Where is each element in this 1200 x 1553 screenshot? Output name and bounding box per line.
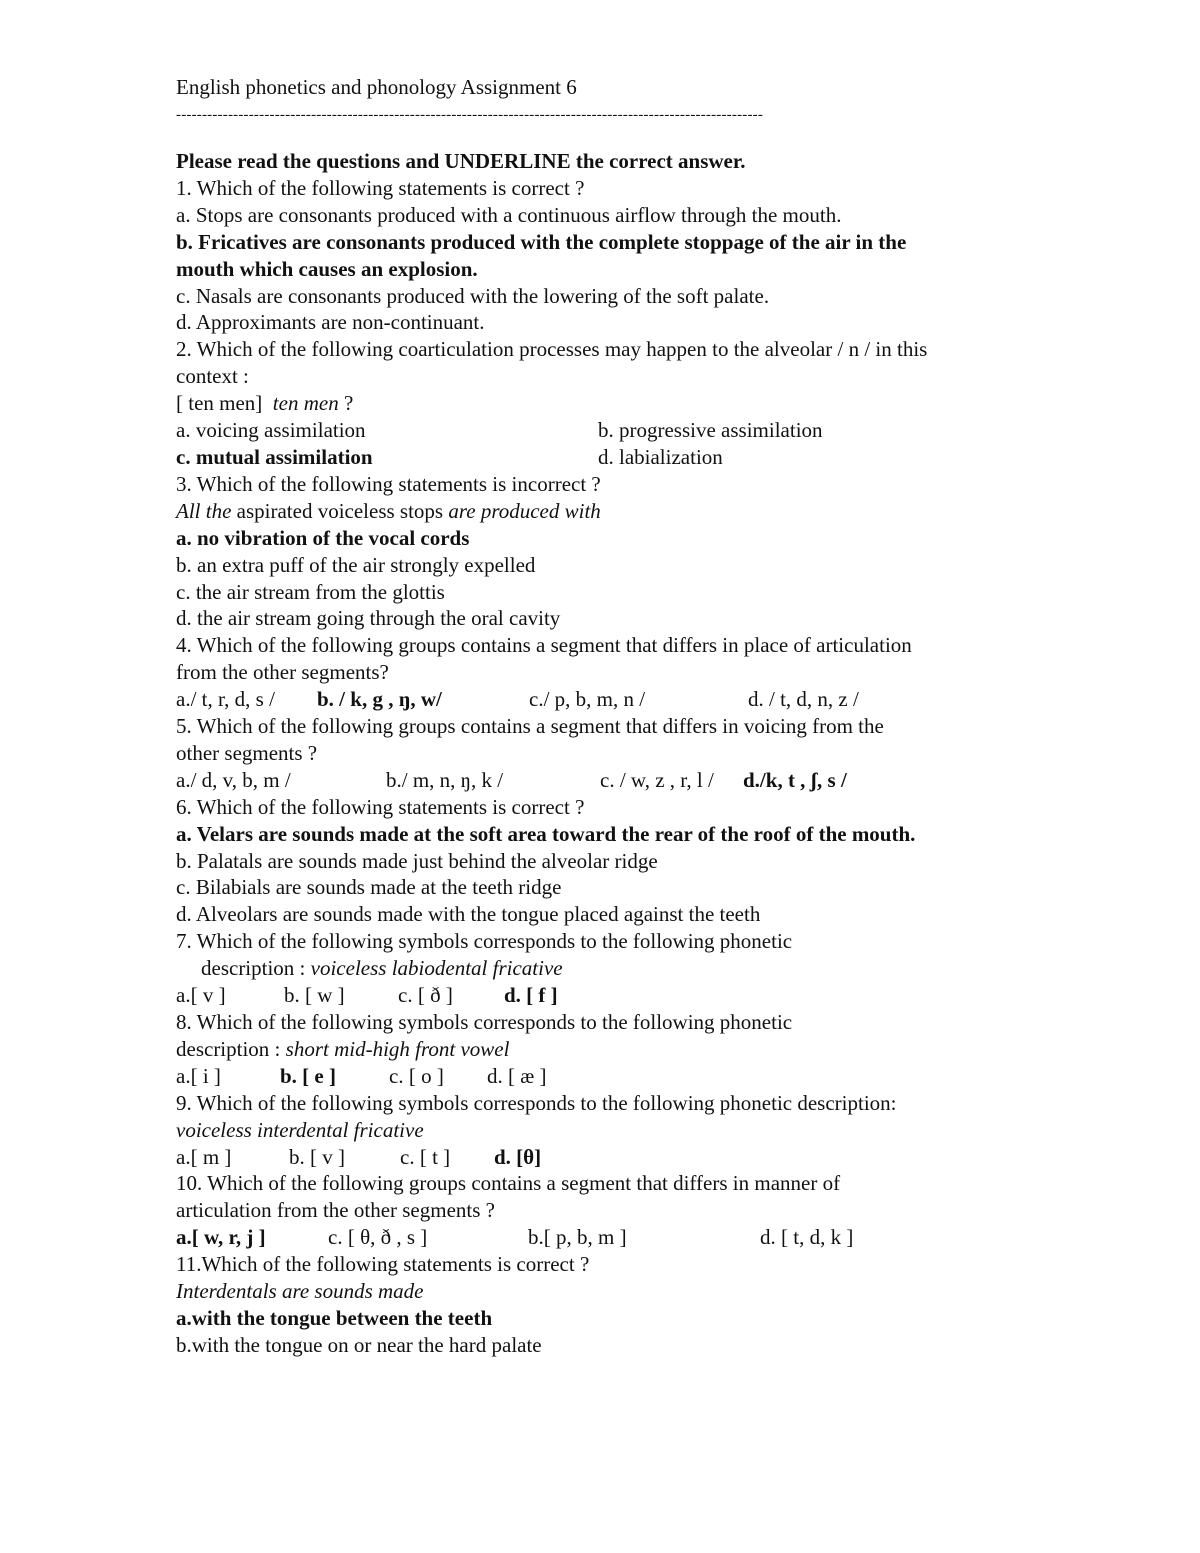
q8-option-a: a.[ i ]	[176, 1063, 221, 1088]
q4-options	[176, 686, 1036, 713]
q4-option-c: c./ p, b, m, n /	[529, 687, 646, 712]
q8-stem-line1: 8. Which of the following symbols corresponds to the following phonetic	[176, 1010, 793, 1034]
q2-stem-line1: 2. Which of the following coarticulation processes may happen to the alveolar / n / in this	[176, 337, 928, 362]
q3-sub-italic-1: All the	[176, 498, 232, 523]
q9-option-b: b. [ v ]	[289, 1144, 345, 1169]
q11-option-b: b.with the tongue on or near the hard palate	[176, 1332, 542, 1357]
q11-subtext: Interdentals are sounds made	[176, 1279, 424, 1304]
q4-stem-line1: 4. Which of the following groups contains a segment that differs in place of articulation	[176, 633, 912, 658]
q2-context-qmark: ?	[343, 391, 354, 416]
q7-option-b: b. [ w ]	[284, 983, 345, 1008]
q1-option-b-line2: mouth which causes an explosion.	[176, 256, 478, 281]
q7-option-d: d. [ f ]	[504, 983, 558, 1008]
q3-subtext	[176, 498, 1036, 525]
q4-stem-line2: from the other segments?	[176, 660, 389, 685]
q2-option-b: b. progressive assimilation	[598, 418, 823, 443]
q4-option-d: d. / t, d, n, z /	[748, 687, 859, 712]
q3-option-c: c. the air stream from the glottis	[176, 579, 445, 604]
q8-option-d: d. [ æ ]	[487, 1063, 547, 1088]
q5-option-a: a./ d, v, b, m /	[176, 767, 291, 792]
q9-option-d: d. [θ]	[494, 1144, 542, 1169]
q7-desc-label: description :	[201, 956, 306, 981]
q7-desc-italic: voiceless labiodental fricative	[310, 956, 563, 981]
q4-option-a: a./ t, r, d, s /	[176, 687, 275, 712]
q1-option-a: a. Stops are consonants produced with a continuous airflow through the mouth.	[176, 202, 842, 227]
q6-stem: 6. Which of the following statements is correct ?	[176, 794, 585, 819]
q7-option-a: a.[ v ]	[176, 983, 226, 1008]
q1-option-c: c. Nasals are consonants produced with the lowering of the soft palate.	[176, 283, 770, 308]
q2-context-bracket: [ ten men]	[176, 391, 263, 416]
q5-option-b: b./ m, n, ŋ, k /	[386, 767, 504, 792]
q7-stem-line1: 7. Which of the following symbols corresponds to the following phonetic	[176, 929, 793, 954]
q2-context-italic: ten men	[272, 391, 339, 416]
q1-option-d: d. Approximants are non-continuant.	[176, 310, 485, 335]
q8-option-b: b. [ e ]	[280, 1063, 336, 1088]
q10-stem-line2: articulation from the other segments ?	[176, 1198, 495, 1223]
q3-option-a: a. no vibration of the vocal cords	[176, 525, 470, 550]
q2-option-a: a. voicing assimilation	[176, 418, 366, 443]
q11-option-a: a.with the tongue between the teeth	[176, 1305, 493, 1330]
q6-option-c: c. Bilabials are sounds made at the teeth ridge	[176, 875, 562, 900]
q2-stem-line2: context :	[176, 364, 249, 389]
q2-context	[176, 390, 1036, 417]
q7-options	[176, 982, 1036, 1009]
q8-options	[176, 1063, 1036, 1090]
page-title: English phonetics and phonology Assignment 6	[176, 75, 577, 99]
q8-stem-line2	[176, 1036, 1036, 1063]
q5-option-c: c. / w, z , r, l /	[600, 767, 714, 792]
q6-option-a: a. Velars are sounds made at the soft area toward the rear of the roof of the mouth.	[176, 821, 916, 846]
q8-option-c: c. [ o ]	[389, 1063, 444, 1088]
q8-desc-label: description :	[176, 1036, 281, 1061]
q10-option-d: d. [ t, d, k ]	[760, 1225, 854, 1250]
q9-desc: voiceless interdental fricative	[176, 1117, 424, 1142]
q9-options	[176, 1144, 1036, 1171]
q10-stem-line1: 10. Which of the following groups contains a segment that differs in manner of	[176, 1171, 841, 1196]
q5-options	[176, 767, 1036, 794]
q3-sub-plain: aspirated voiceless stops	[236, 498, 444, 523]
q2-options-row2	[176, 444, 1036, 471]
q5-stem-line2: other segments ?	[176, 740, 318, 765]
q10-options	[176, 1224, 1036, 1251]
document-page	[176, 72, 1036, 1359]
q3-option-b: b. an extra puff of the air strongly expelled	[176, 552, 536, 577]
q5-option-d: d./k, t , ʃ, s /	[743, 767, 847, 792]
q9-option-c: c. [ t ]	[400, 1144, 451, 1169]
q2-option-c: c. mutual assimilation	[176, 444, 373, 469]
q10-option-a: a.[ w, r, j ]	[176, 1225, 266, 1250]
q4-option-b: b. / k, g , ŋ, w/	[317, 687, 442, 712]
q10-option-b: b.[ p, b, m ]	[528, 1225, 627, 1250]
q2-option-d: d. labialization	[598, 444, 723, 469]
q8-desc-italic: short mid-high front vowel	[285, 1036, 510, 1061]
q2-options-row1	[176, 417, 1036, 444]
q7-stem-line2	[176, 955, 1036, 982]
q6-option-d: d. Alveolars are sounds made with the tongue placed against the teeth	[176, 902, 761, 927]
q1-stem: 1. Which of the following statements is correct ?	[176, 175, 585, 200]
q5-stem-line1: 5. Which of the following groups contains a segment that differs in voicing from the	[176, 714, 884, 739]
divider-rule: -----------------------------------------------------------------------------------------------------------------	[176, 107, 764, 123]
q3-option-d: d. the air stream going through the oral cavity	[176, 606, 561, 631]
q6-option-b: b. Palatals are sounds made just behind the alveolar ridge	[176, 848, 658, 873]
q3-sub-italic-2: are produced with	[448, 498, 601, 523]
q1-option-b-line1: b. Fricatives are consonants produced with the complete stoppage of the air in the	[176, 229, 907, 254]
q9-option-a: a.[ m ]	[176, 1144, 232, 1169]
q11-stem: 11.Which of the following statements is correct ?	[176, 1252, 590, 1277]
q10-option-c: c. [ θ, ð , s ]	[328, 1225, 428, 1250]
q7-option-c: c. [ ð ]	[398, 983, 453, 1008]
q3-stem: 3. Which of the following statements is incorrect ?	[176, 471, 601, 496]
q9-stem: 9. Which of the following symbols corresponds to the following phonetic description:	[176, 1090, 897, 1115]
instruction: Please read the questions and UNDERLINE the correct answer.	[176, 149, 746, 173]
